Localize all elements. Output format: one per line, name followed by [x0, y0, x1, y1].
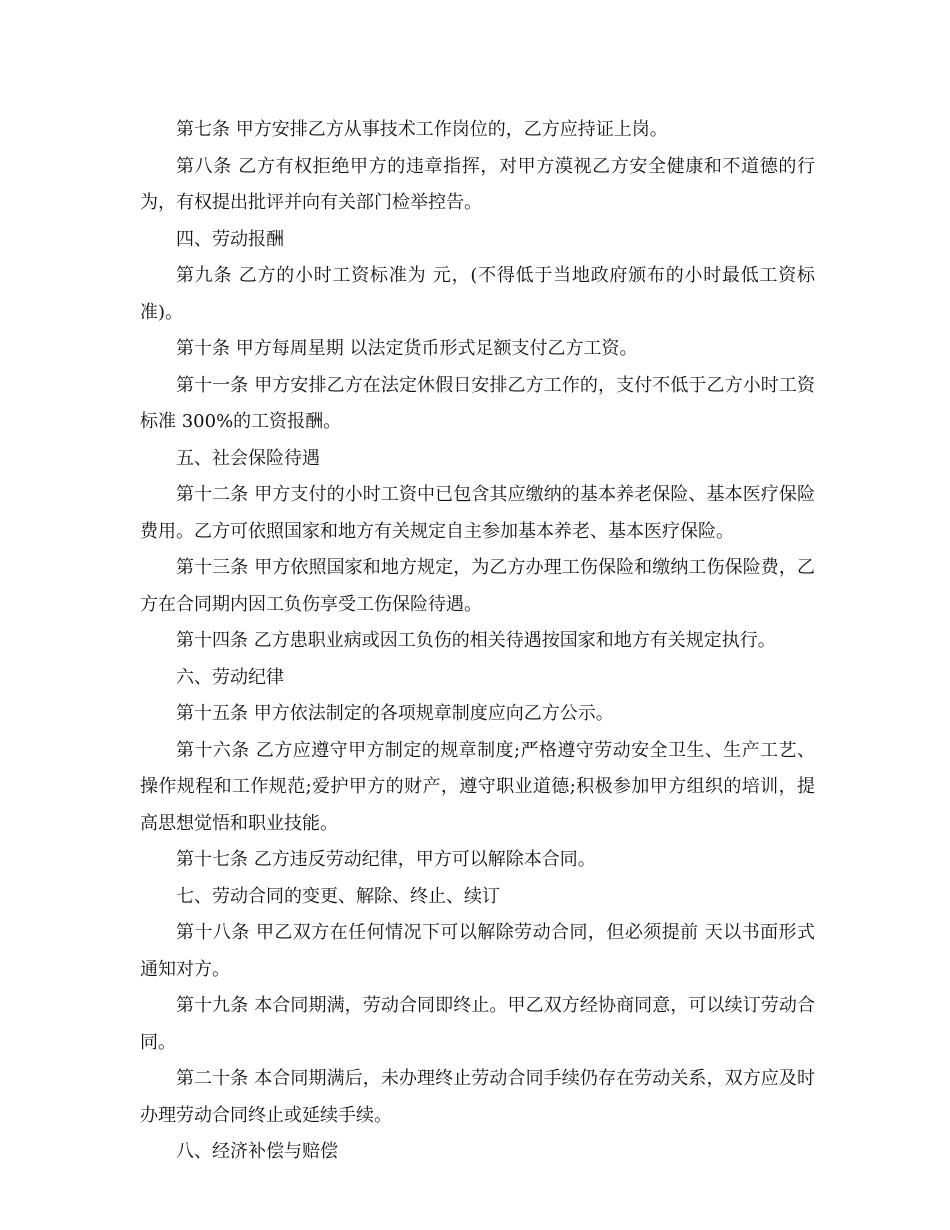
article-14: 第十四条 乙方患职业病或因工负伤的相关待遇按国家和地方有关规定执行。	[176, 630, 776, 651]
article-8: 第八条 乙方有权拒绝甲方的违章指挥，对甲方漠视乙方安全健康和不道德的行为，有权提出批评并向有关部门检举控告。	[140, 155, 815, 213]
article-15: 第十五条 甲方依法制定的各项规章制度应向乙方公示。	[176, 703, 614, 724]
article-16: 第十六条 乙方应遵守甲方制定的规章制度;严格遵守劳动安全卫生、生产工艺、操作规程和工作规范;爱护甲方的财产，遵守职业道德;积极参加甲方组织的培训，提高思想觉悟和职业技能。	[140, 739, 815, 834]
article-18: 第十八条 甲乙双方在任何情况下可以解除劳动合同，但必须提前 天以书面形式通知对方。	[140, 922, 815, 980]
article-19: 第十九条 本合同期满，劳动合同即终止。甲乙双方经协商同意，可以续订劳动合同。	[140, 995, 815, 1053]
article-13: 第十三条 甲方依照国家和地方规定，为乙方办理工伤保险和缴纳工伤保险费，乙方在合同期内因工负伤享受工伤保险待遇。	[140, 557, 815, 615]
article-7: 第七条 甲方安排乙方从事技术工作岗位的，乙方应持证上岗。	[176, 119, 668, 140]
article-17: 第十七条 乙方违反劳动纪律，甲方可以解除本合同。	[176, 849, 596, 870]
article-10: 第十条 甲方每周星期 以法定货币形式足额支付乙方工资。	[176, 338, 638, 359]
section-heading-contract-changes: 七、劳动合同的变更、解除、终止、续订	[176, 885, 500, 907]
section-heading-compensation: 八、经济补偿与赔偿	[176, 1141, 338, 1162]
section-heading-labor-remuneration: 四、劳动报酬	[176, 228, 284, 250]
article-12: 第十二条 甲方支付的小时工资中已包含其应缴纳的基本养老保险、基本医疗保险费用。乙方可依照国家和地方有关规定自主参加基本养老、基本医疗保险。	[140, 484, 815, 542]
article-9: 第九条 乙方的小时工资标准为 元，(不得低于当地政府颁布的小时最低工资标准)。	[140, 265, 815, 323]
article-20: 第二十条 本合同期满后，未办理终止劳动合同手续仍存在劳动关系，双方应及时办理劳动合同终止或延续手续。	[140, 1068, 815, 1126]
section-heading-social-insurance: 五、社会保险待遇	[176, 447, 320, 469]
section-heading-labor-discipline: 六、劳动纪律	[176, 666, 284, 688]
article-11: 第十一条 甲方安排乙方在法定休假日安排乙方工作的，支付不低于乙方小时工资标准 300%的工资报酬。	[140, 374, 815, 432]
document-body	[140, 112, 815, 1171]
